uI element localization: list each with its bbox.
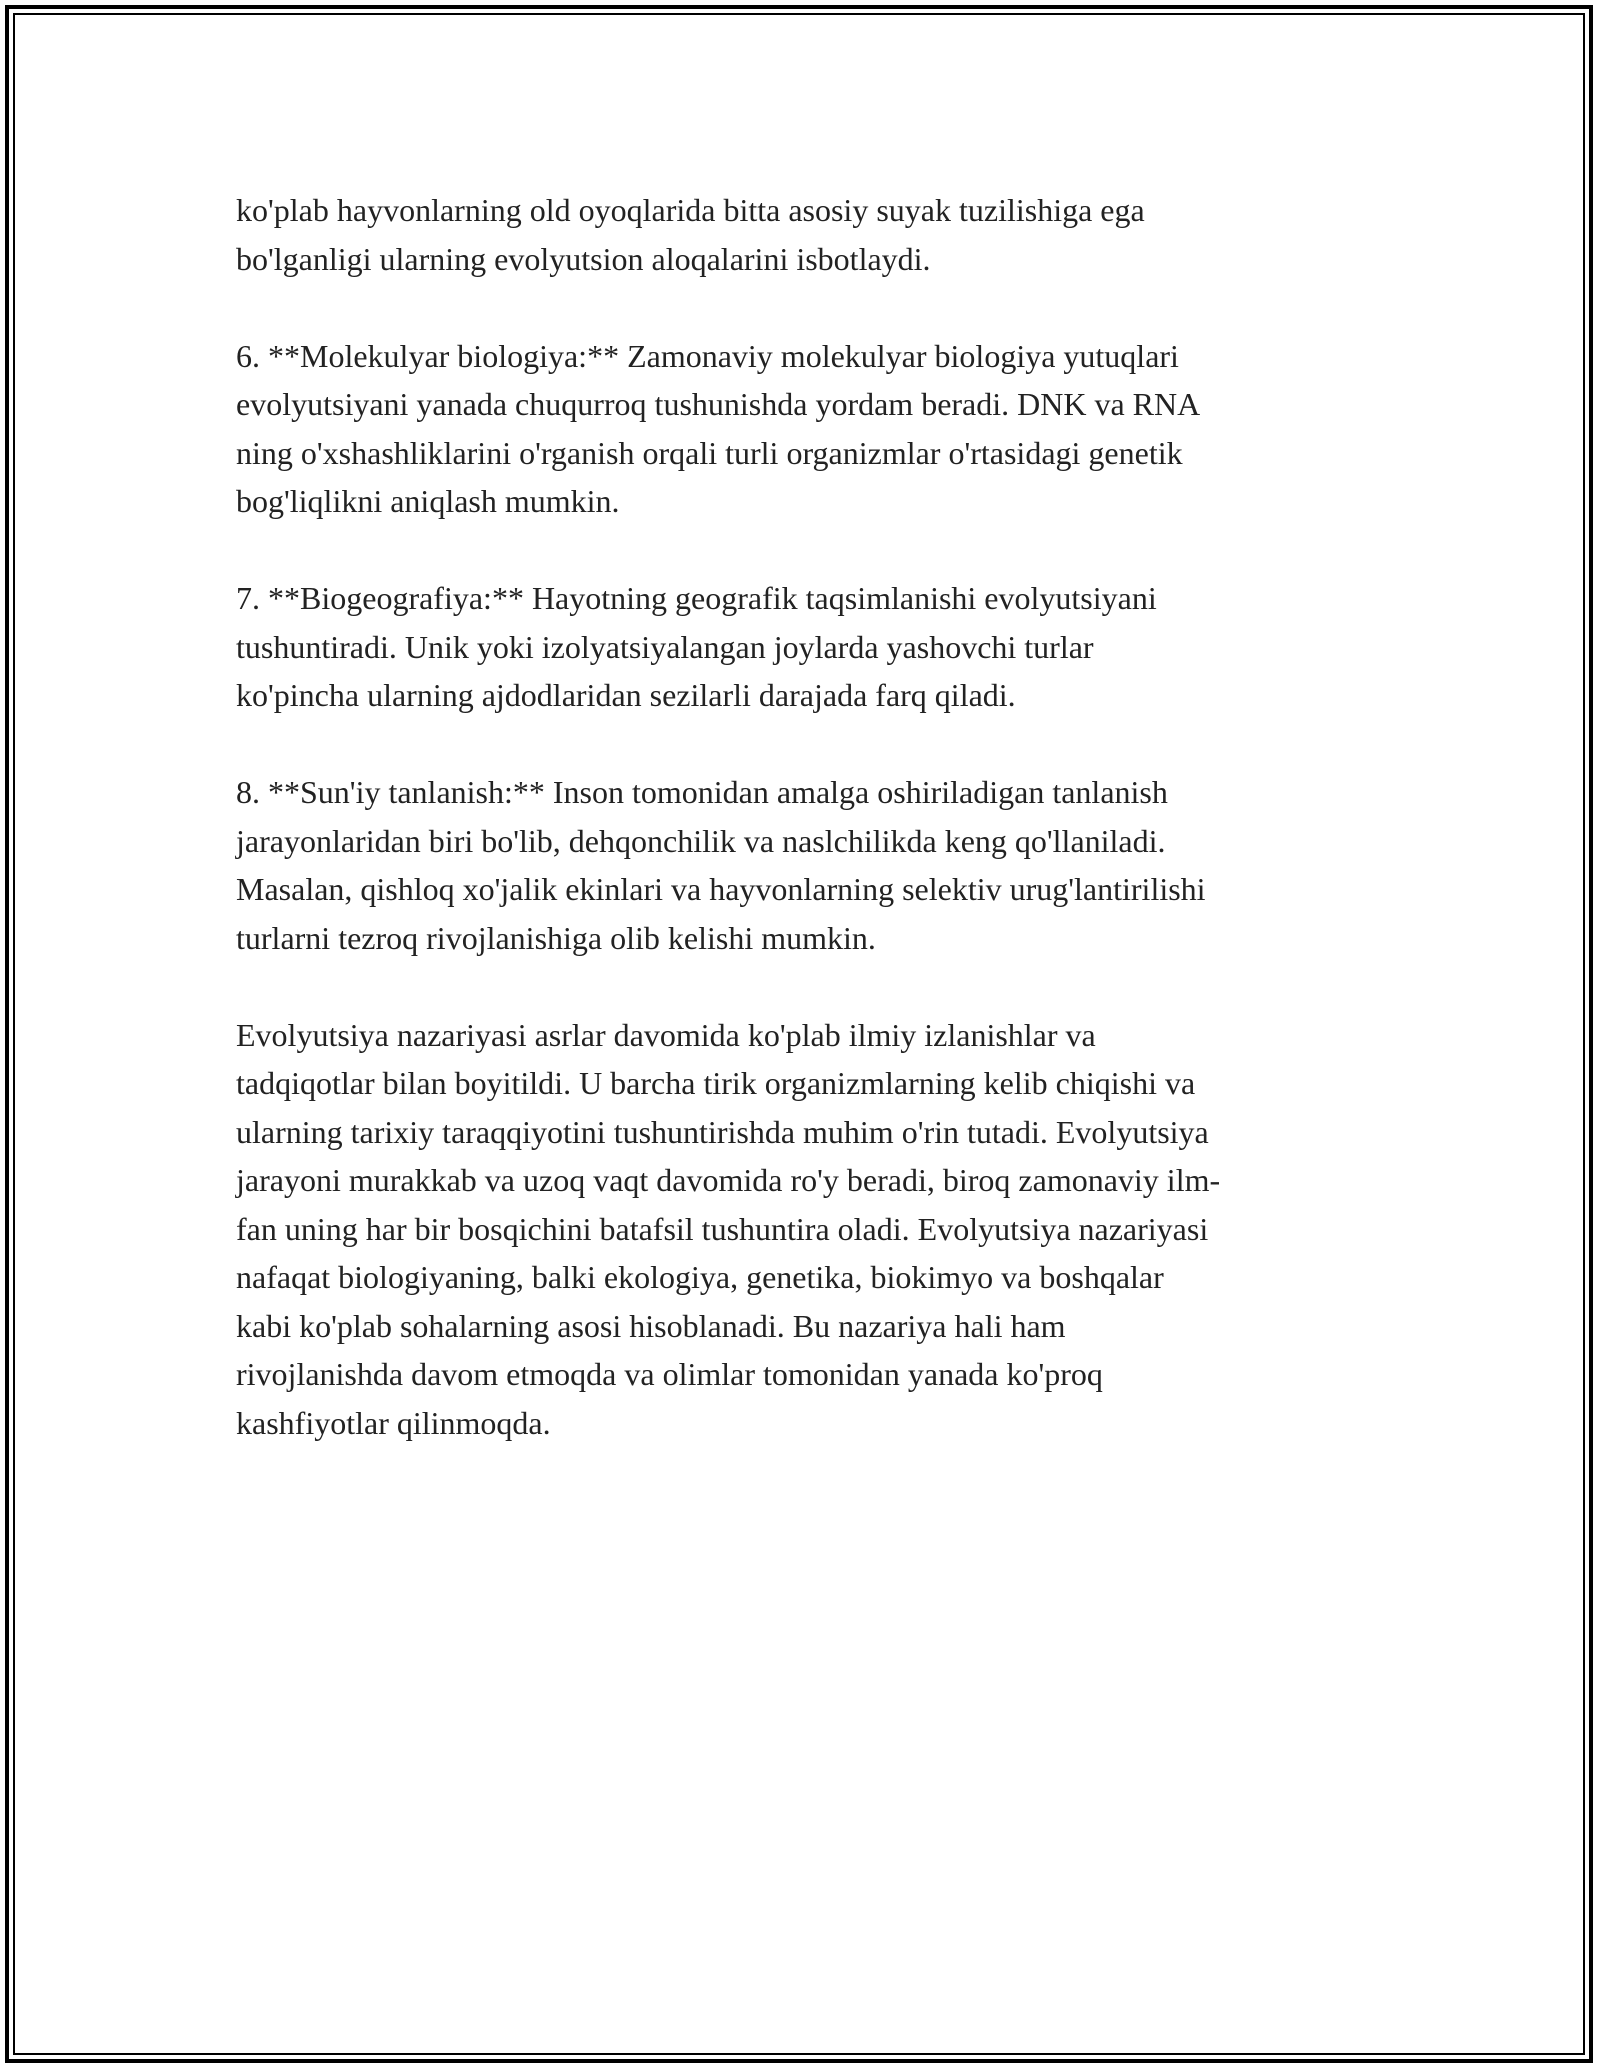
text-line: turlarni tezroq rivojlanishiga olib kelishi mumkin. <box>236 919 876 956</box>
text-line: ularning tarixiy taraqqiyotini tushuntirishda muhim o'rin tutadi. Evolyutsiya <box>236 1113 1209 1150</box>
text-line: jarayoni murakkab va uzoq vaqt davomida ro'y beradi, biroq zamonaviy ilm- <box>236 1162 1221 1198</box>
paragraph-conclusion <box>236 1011 1386 1448</box>
text-line: ning o'xshashliklarini o'rganish orqali turli organizmlar o'rtasidagi genetik <box>236 434 1183 471</box>
text-line: ko'pincha ularning ajdodlaridan sezilarli darajada farq qiladi. <box>236 677 1016 713</box>
text-line: Masalan, qishloq xo'jalik ekinlari va hayvonlarning selektiv urug'lantirilishi <box>236 871 1206 907</box>
text-line: bog'liqlikni aniqlash mumkin. <box>236 483 620 519</box>
text-line: tushuntiradi. Unik yoki izolyatsiyalangan joylarda yashovchi turlar <box>236 628 1094 665</box>
text-line: rivojlanishda davom etmoqda va olimlar tomonidan yanada ko'proq <box>236 1356 1103 1392</box>
text-line: bo'lganligi ularning evolyutsion aloqalarini isbotlaydi. <box>236 240 931 277</box>
text-line: fan uning har bir bosqichini batafsil tushuntira oladi. Evolyutsiya nazariyasi <box>236 1210 1209 1247</box>
text-line: Evolyutsiya nazariyasi asrlar davomida ko'plab ilmiy izlanishlar va <box>236 1016 1096 1053</box>
document-body <box>236 186 1386 1496</box>
text-line: nafaqat biologiyaning, balki ekologiya, genetika, biokimyo va boshqalar <box>236 1259 1164 1295</box>
text-line: kabi ko'plab sohalarning asosi hisoblanadi. Bu nazariya hali ham <box>236 1307 1066 1344</box>
paragraph-artificial-selection <box>236 768 1386 962</box>
text-line: 8. **Sun'iy tanlanish:** Inson tomonidan amalga oshiriladigan tanlanish <box>236 774 1168 810</box>
paragraph-homology-continuation <box>236 186 1386 283</box>
text-line: kashfiyotlar qilinmoqda. <box>236 1404 551 1441</box>
text-line: jarayonlaridan biri bo'lib, dehqonchilik va naslchilikda keng qo'llaniladi. <box>236 822 1166 859</box>
paragraph-molecular-biology <box>236 332 1386 526</box>
text-line: 7. **Biogeografiya:** Hayotning geografik taqsimlanishi evolyutsiyani <box>236 580 1157 616</box>
text-line: 6. **Molekulyar biologiya:** Zamonaviy molekulyar biologiya yutuqlari <box>236 337 1179 374</box>
text-line: tadqiqotlar bilan boyitildi. U barcha tirik organizmlarning kelib chiqishi va <box>236 1065 1196 1101</box>
paragraph-biogeography <box>236 574 1386 720</box>
text-line: ko'plab hayvonlarning old oyoqlarida bitta asosiy suyak tuzilishiga ega <box>236 192 1145 228</box>
text-line: evolyutsiyani yanada chuqurroq tushunishda yordam beradi. DNK va RNA <box>236 386 1201 422</box>
